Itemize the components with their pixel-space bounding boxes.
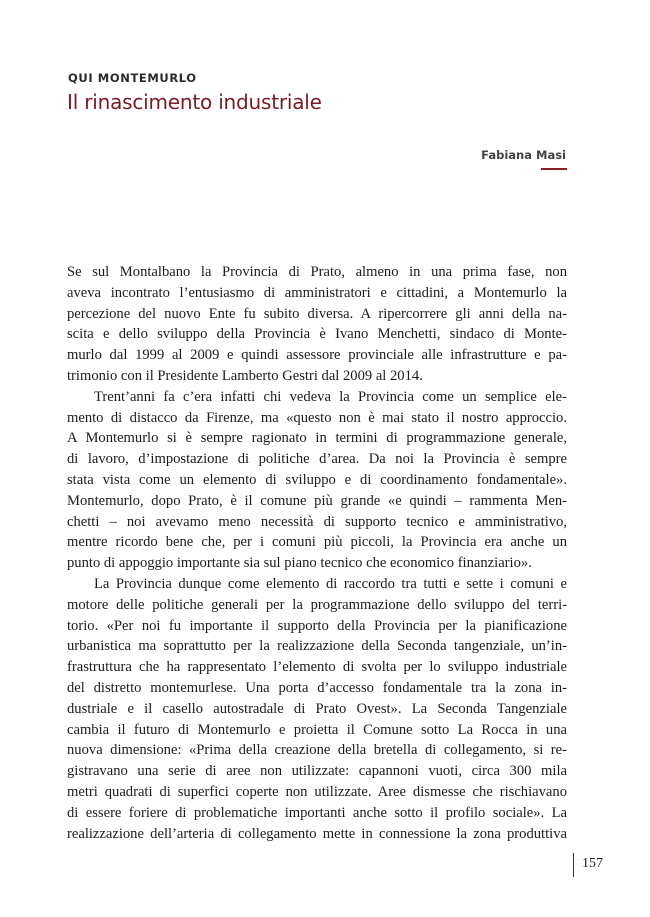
body-line: Montemurlo, dopo Prato, è il comune più grande «e quindi – rammenta Men- (67, 492, 567, 509)
body-line: trimonio con il Presidente Lamberto Gestri dal 2009 al 2014. (67, 367, 423, 384)
author-underline (541, 168, 567, 170)
body-line: metri quadrati di superfici coperte non utilizzate. Aree dismesse che rischiavano (67, 783, 567, 800)
body-line: torio. «Per noi fu importante il supporto della Provincia per la pianificazione (67, 617, 567, 634)
article-body (67, 262, 567, 844)
body-line: del distretto montemurlese. Una porta d’accesso fondamentale tra la zona in- (67, 679, 567, 696)
body-line: Se sul Montalbano la Provincia di Prato, almeno in una prima fase, non (67, 264, 567, 280)
page-number-divider (573, 853, 574, 877)
body-line: A Montemurlo si è sempre ragionato in termini di programmazione generale, (67, 430, 567, 447)
section-kicker: QUI MONTEMURLO (68, 71, 197, 85)
body-line: scita e dello sviluppo della Provincia è Ivano Menchetti, sindaco di Monte- (67, 326, 567, 343)
author-name: Fabiana Masi (481, 148, 566, 162)
body-line: nuova dimensione: «Prima della creazione della bretella di collegamento, si re- (67, 742, 567, 759)
body-line: di essere foriere di problematiche importanti anche sotto il profilo sociale». La (67, 804, 567, 821)
body-line: chetti – noi avevamo meno necessità di supporto tecnico e amministrativo, (67, 513, 567, 530)
body-line: La Provincia dunque come elemento di raccordo tra tutti e sette i comuni e (94, 575, 567, 592)
body-line: realizzazione dell’arteria di collegamento mette in connessione la zona produttiva (67, 825, 567, 842)
body-line: urbanistica ma soprattutto per la realizzazione della Seconda tangenziale, un’in- (67, 638, 567, 655)
body-line: motore delle politiche generali per la programmazione dello sviluppo del terri- (67, 596, 567, 613)
body-line: gistravano una serie di aree non utilizzate: capannoni vuoti, circa 300 mila (67, 763, 567, 780)
body-line: cambia il futuro di Montemurlo e proietta il Comune sotto La Rocca in una (67, 721, 567, 738)
body-line: frastruttura che ha rappresentato l’elemento di svolta per lo sviluppo industriale (67, 659, 567, 676)
body-line: murlo dal 1999 al 2009 e quindi assessore provinciale alle infrastrutture e pa- (67, 347, 567, 364)
body-line: dustriale e il casello autostradale di Prato Ovest». La Seconda Tangenziale (67, 700, 567, 717)
body-line: punto di appoggio importante sia sul piano tecnico che economico finanziario». (67, 555, 532, 572)
body-line: mento di distacco da Firenze, ma «questo non è mai stato il nostro approccio. (67, 409, 567, 426)
page-number: 157 (582, 856, 603, 871)
article-title: Il rinascimento industriale (67, 90, 322, 114)
body-line: stata vista come un elemento di sviluppo e di coordinamento fondamentale». (67, 471, 567, 488)
body-line: percezione del nuovo Ente fu subito diversa. A ripercorrere gli anni della na- (67, 305, 567, 322)
body-line: Trent’anni fa c’era infatti chi vedeva la Provincia come un semplice ele- (94, 388, 567, 405)
body-line: di lavoro, d’impostazione di politiche d’area. Da noi la Provincia è sempre (67, 451, 567, 468)
body-line: aveva incontrato l’entusiasmo di amministratori e cittadini, a Montemurlo la (67, 284, 567, 301)
body-line: mentre ricordo bene che, per i comuni più piccoli, la Provincia era anche un (67, 534, 567, 551)
